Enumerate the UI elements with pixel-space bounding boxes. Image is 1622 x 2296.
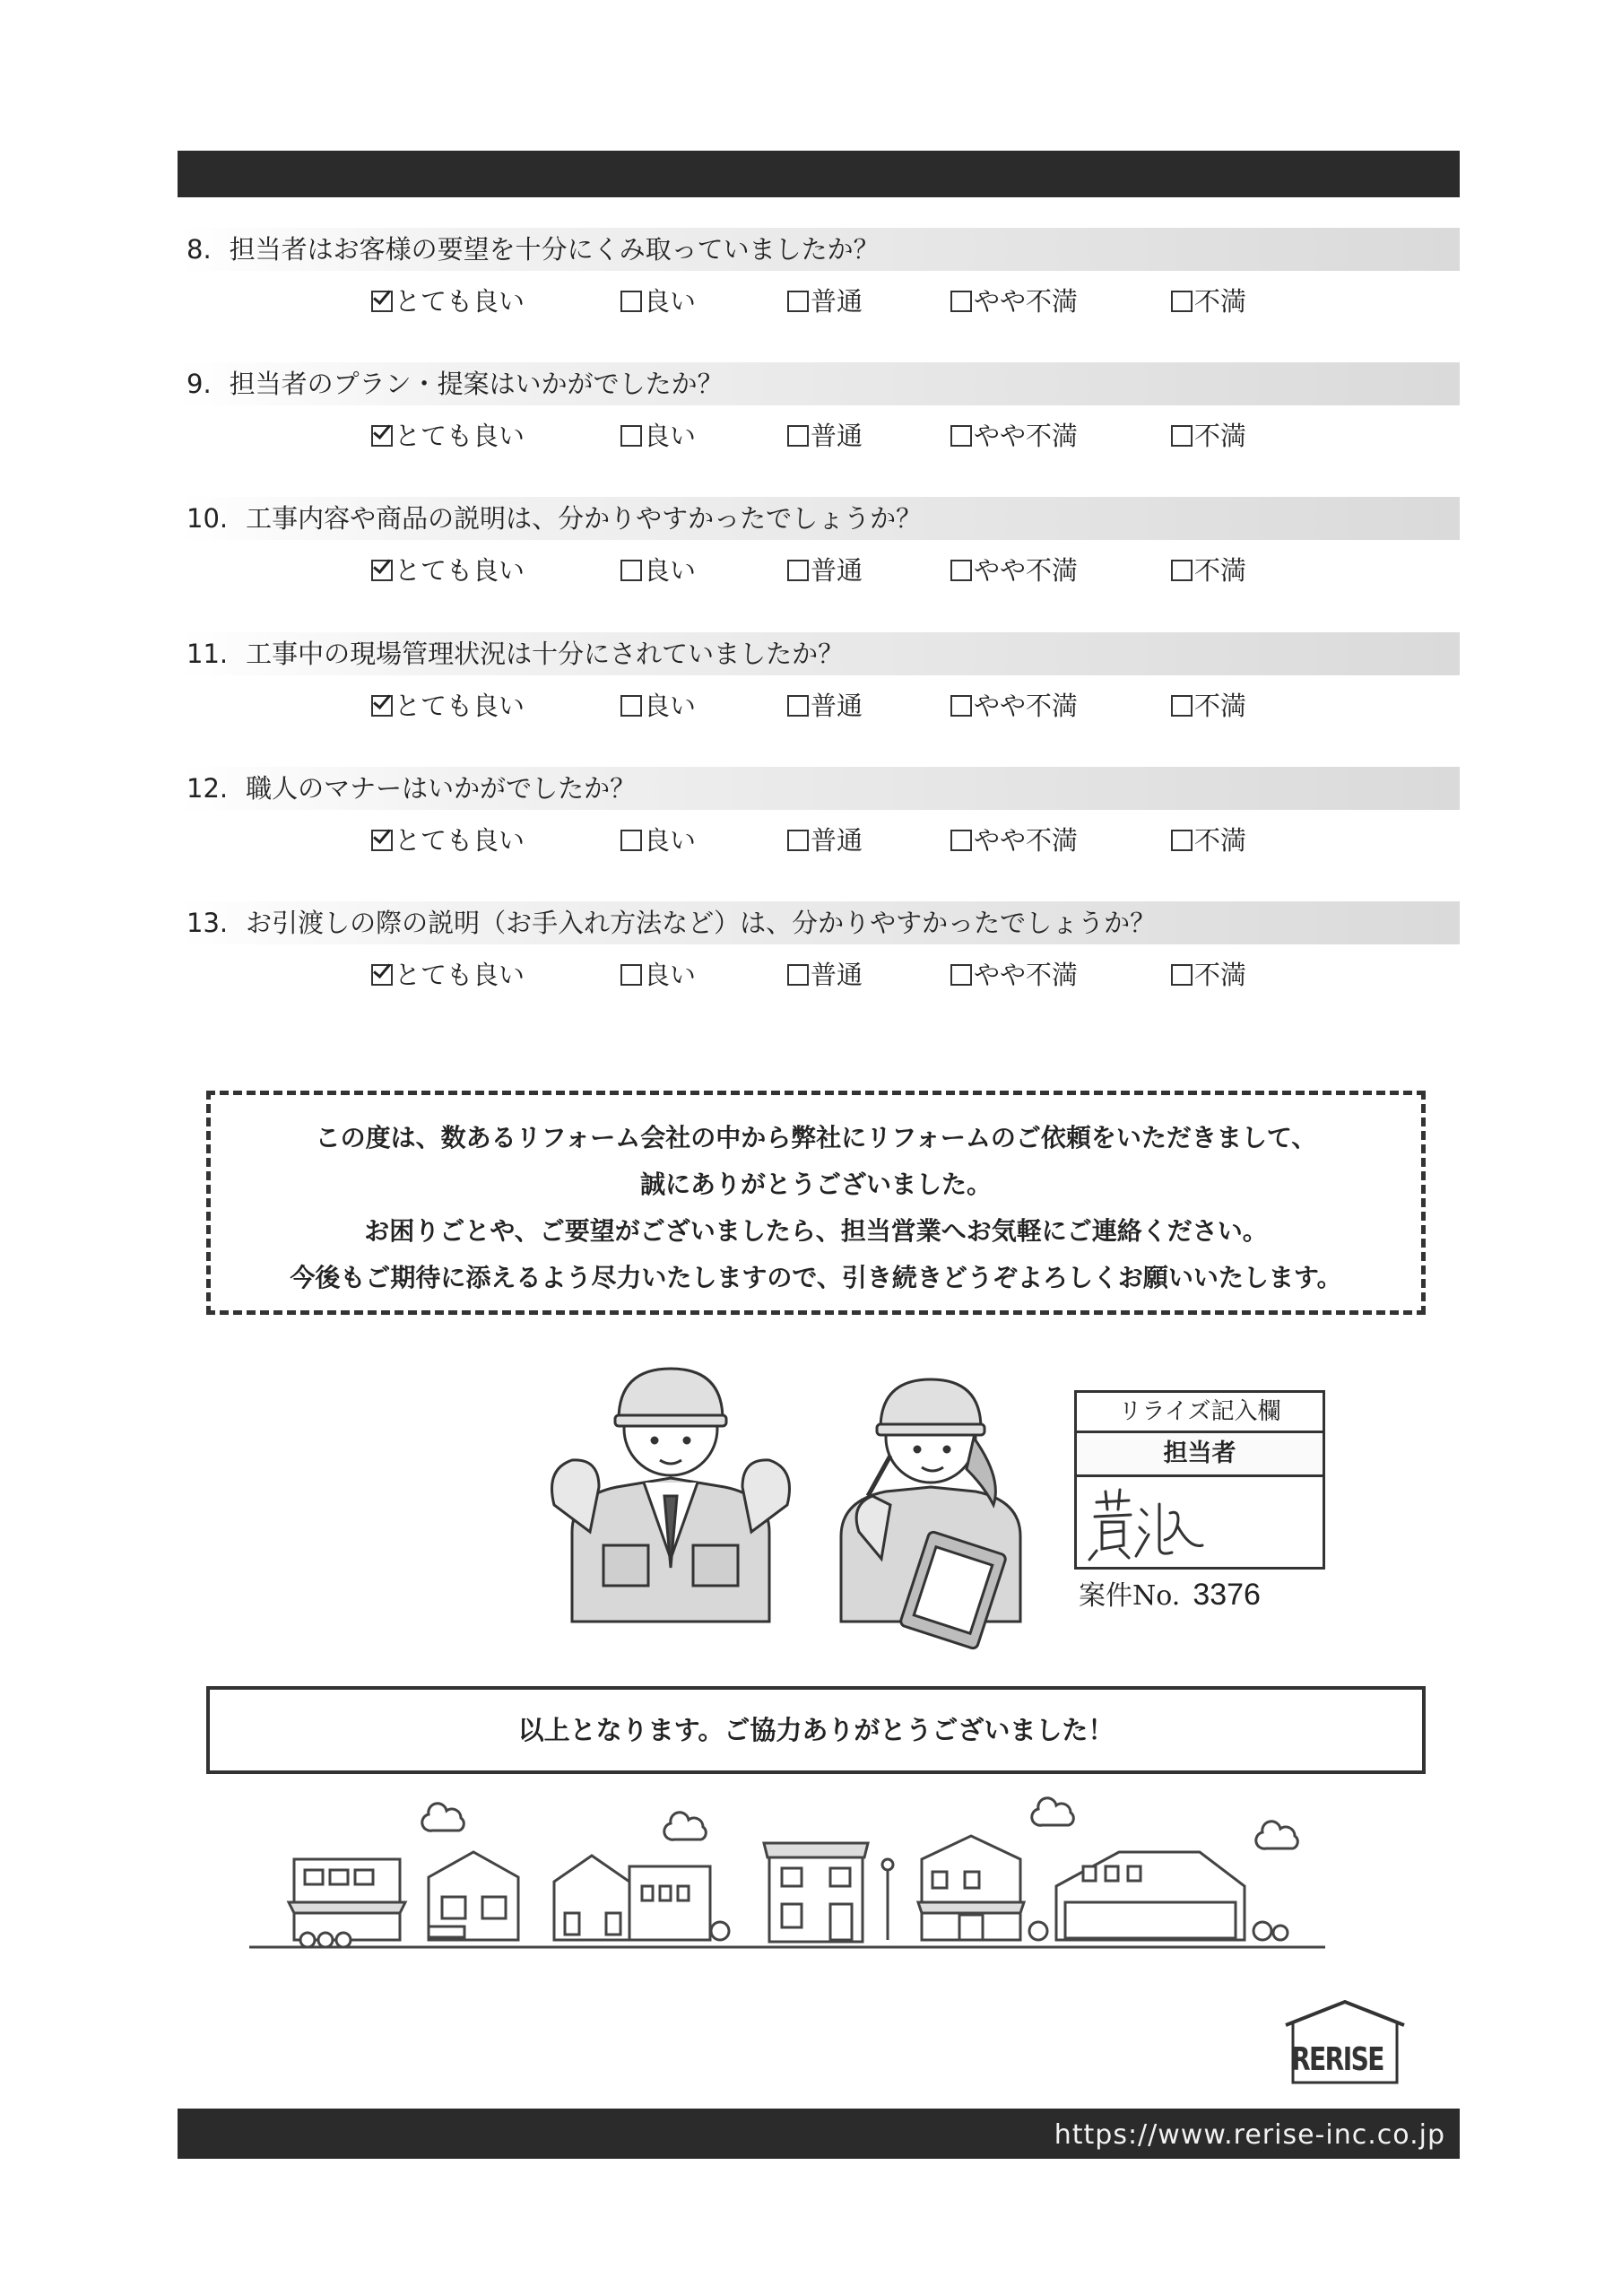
option-label: 良い bbox=[644, 286, 697, 317]
question-text: お引渡しの際の説明（お手入れ方法など）は、分かりやすかったでしょうか？ bbox=[246, 908, 1157, 938]
workers-illustration bbox=[536, 1352, 1146, 1657]
option-label: 不満 bbox=[1194, 691, 1247, 721]
checkbox[interactable] bbox=[371, 291, 393, 312]
option-label: やや不満 bbox=[974, 421, 1079, 451]
question-block bbox=[178, 497, 1460, 594]
answer-option[interactable] bbox=[620, 416, 696, 453]
option-label: 不満 bbox=[1194, 555, 1247, 586]
option-label: 不満 bbox=[1194, 286, 1247, 317]
checkbox[interactable] bbox=[787, 830, 809, 851]
option-label: 普通 bbox=[811, 825, 863, 856]
answer-option[interactable] bbox=[950, 416, 1078, 453]
option-label: 普通 bbox=[811, 691, 863, 721]
option-label: やや不満 bbox=[974, 825, 1079, 856]
answer-option[interactable] bbox=[1171, 686, 1246, 723]
option-label: 不満 bbox=[1194, 960, 1247, 990]
checkbox[interactable] bbox=[1171, 830, 1193, 851]
answer-option[interactable] bbox=[620, 282, 696, 318]
answer-option[interactable] bbox=[950, 955, 1078, 992]
question-header bbox=[178, 767, 1460, 810]
checkbox[interactable] bbox=[950, 964, 972, 986]
question-number: 10. bbox=[186, 503, 229, 534]
answer-option[interactable] bbox=[787, 282, 863, 318]
question-text: 工事中の現場管理状況は十分にされていましたか？ bbox=[246, 639, 845, 669]
checkbox[interactable] bbox=[1171, 291, 1193, 312]
answer-option[interactable] bbox=[371, 686, 525, 723]
message-line: 誠にありがとうございました。 bbox=[639, 1170, 992, 1199]
closing-text: 以上となります。ご協力ありがとうございました！ bbox=[517, 1715, 1115, 1745]
answer-option[interactable] bbox=[371, 821, 525, 857]
answer-option[interactable] bbox=[787, 955, 863, 992]
checkbox[interactable] bbox=[371, 830, 393, 851]
answer-option[interactable] bbox=[371, 416, 525, 453]
question-block bbox=[178, 767, 1460, 864]
question-block bbox=[178, 362, 1460, 459]
question-header bbox=[178, 901, 1460, 944]
answer-option[interactable] bbox=[1171, 955, 1246, 992]
answer-option[interactable] bbox=[1171, 416, 1246, 453]
staff-entry-box bbox=[1074, 1390, 1325, 1570]
checkbox[interactable] bbox=[950, 695, 972, 717]
thank-you-message bbox=[206, 1091, 1426, 1315]
checkbox[interactable] bbox=[1171, 560, 1193, 581]
question-number: 12. bbox=[186, 773, 229, 804]
checkbox[interactable] bbox=[1171, 695, 1193, 717]
answer-option[interactable] bbox=[620, 551, 696, 587]
checkbox[interactable] bbox=[1171, 425, 1193, 447]
option-label: とても良い bbox=[395, 286, 525, 317]
question-text: 担当者はお客様の要望を十分にくみ取っていましたか？ bbox=[229, 234, 880, 265]
question-block bbox=[178, 228, 1460, 325]
checkbox[interactable] bbox=[371, 695, 393, 717]
question-block bbox=[178, 632, 1460, 729]
answer-options bbox=[178, 405, 1460, 459]
message-line: 今後もご期待に添えるよう尽力いたしますので、引き続きどうぞよろしくお願いいたします。 bbox=[290, 1263, 1342, 1292]
option-label: 普通 bbox=[811, 555, 863, 586]
option-label: やや不満 bbox=[974, 286, 1079, 317]
checkbox[interactable] bbox=[950, 560, 972, 581]
option-label: とても良い bbox=[395, 960, 525, 990]
checkbox[interactable] bbox=[787, 425, 809, 447]
checkbox[interactable] bbox=[620, 830, 642, 851]
question-header bbox=[178, 362, 1460, 405]
answer-option[interactable] bbox=[620, 955, 696, 992]
option-label: やや不満 bbox=[974, 555, 1079, 586]
website-url: https://www.rerise-inc.co.jp bbox=[1054, 2119, 1445, 2151]
answer-options bbox=[178, 271, 1460, 325]
question-header bbox=[178, 228, 1460, 271]
answer-options bbox=[178, 675, 1460, 729]
closing-box bbox=[206, 1686, 1426, 1774]
top-bar bbox=[178, 151, 1460, 197]
option-label: 良い bbox=[644, 691, 697, 721]
option-label: 不満 bbox=[1194, 421, 1247, 451]
option-label: 良い bbox=[644, 421, 697, 451]
answer-options bbox=[178, 944, 1460, 998]
answer-option[interactable] bbox=[1171, 821, 1246, 857]
handwritten-signature bbox=[1077, 1477, 1323, 1567]
question-number: 13. bbox=[186, 908, 229, 938]
answer-option[interactable] bbox=[787, 686, 863, 723]
option-label: 良い bbox=[644, 825, 697, 856]
option-label: 普通 bbox=[811, 286, 863, 317]
case-number-value: 3376 bbox=[1193, 1578, 1261, 1612]
option-label: とても良い bbox=[395, 691, 525, 721]
question-number: 11. bbox=[186, 639, 229, 669]
answer-option[interactable] bbox=[371, 955, 525, 992]
checkbox[interactable] bbox=[950, 830, 972, 851]
option-label: 良い bbox=[644, 960, 697, 990]
checkbox[interactable] bbox=[1171, 964, 1193, 986]
answer-option[interactable] bbox=[787, 821, 863, 857]
answer-option[interactable] bbox=[950, 821, 1078, 857]
checkbox[interactable] bbox=[787, 964, 809, 986]
message-line: この度は、数あるリフォーム会社の中から弊社にリフォームのご依頼をいただきまして、 bbox=[315, 1123, 1317, 1152]
question-header bbox=[178, 497, 1460, 540]
answer-option[interactable] bbox=[371, 551, 525, 587]
case-number bbox=[1079, 1573, 1261, 1613]
message-line: お困りごとや、ご要望がございましたら、担当営業へお気軽にご連絡ください。 bbox=[364, 1216, 1268, 1246]
answer-option[interactable] bbox=[787, 416, 863, 453]
checkbox[interactable] bbox=[620, 964, 642, 986]
footer-bar bbox=[178, 2109, 1460, 2159]
answer-option[interactable] bbox=[371, 282, 525, 318]
staff-role-label: 担当者 bbox=[1074, 1433, 1325, 1477]
townscape-illustration bbox=[249, 1796, 1325, 1958]
checkbox[interactable] bbox=[620, 560, 642, 581]
question-block bbox=[178, 901, 1460, 998]
answer-options bbox=[178, 810, 1460, 864]
answer-options bbox=[178, 540, 1460, 594]
option-label: とても良い bbox=[395, 555, 525, 586]
checkbox[interactable] bbox=[950, 425, 972, 447]
question-number: 8. bbox=[186, 234, 212, 265]
option-label: 不満 bbox=[1194, 825, 1247, 856]
checkbox[interactable] bbox=[371, 425, 393, 447]
option-label: 普通 bbox=[811, 960, 863, 990]
staff-box-header: リライズ記入欄 bbox=[1074, 1390, 1325, 1433]
option-label: やや不満 bbox=[974, 960, 1079, 990]
signature-area bbox=[1074, 1477, 1325, 1570]
checkbox[interactable] bbox=[620, 291, 642, 312]
answer-option[interactable] bbox=[950, 551, 1078, 587]
checkbox[interactable] bbox=[787, 695, 809, 717]
option-label: やや不満 bbox=[974, 691, 1079, 721]
answer-option[interactable] bbox=[950, 282, 1078, 318]
answer-option[interactable] bbox=[620, 821, 696, 857]
checkbox[interactable] bbox=[787, 291, 809, 312]
option-label: 普通 bbox=[811, 421, 863, 451]
option-label: とても良い bbox=[395, 825, 525, 856]
option-label: とても良い bbox=[395, 421, 525, 451]
checkbox[interactable] bbox=[371, 560, 393, 581]
checkbox[interactable] bbox=[371, 964, 393, 986]
question-number: 9. bbox=[186, 369, 212, 399]
case-label: 案件No. bbox=[1079, 1580, 1181, 1612]
question-text: 工事内容や商品の説明は、分かりやすかったでしょうか？ bbox=[246, 503, 923, 534]
question-text: 担当者のプラン・提案はいかがでしたか？ bbox=[229, 369, 724, 399]
checkbox[interactable] bbox=[620, 425, 642, 447]
survey-sheet bbox=[178, 151, 1460, 2151]
logo-text: RERISE bbox=[1291, 2041, 1383, 2078]
answer-option[interactable] bbox=[1171, 282, 1246, 318]
answer-option[interactable] bbox=[620, 686, 696, 723]
option-label: 良い bbox=[644, 555, 697, 586]
question-text: 職人のマナーはいかがでしたか？ bbox=[246, 773, 637, 804]
answer-option[interactable] bbox=[787, 551, 863, 587]
question-header bbox=[178, 632, 1460, 675]
answer-option[interactable] bbox=[1171, 551, 1246, 587]
checkbox[interactable] bbox=[950, 291, 972, 312]
checkbox[interactable] bbox=[787, 560, 809, 581]
answer-option[interactable] bbox=[950, 686, 1078, 723]
checkbox[interactable] bbox=[620, 695, 642, 717]
rerise-logo bbox=[1282, 1998, 1408, 2086]
